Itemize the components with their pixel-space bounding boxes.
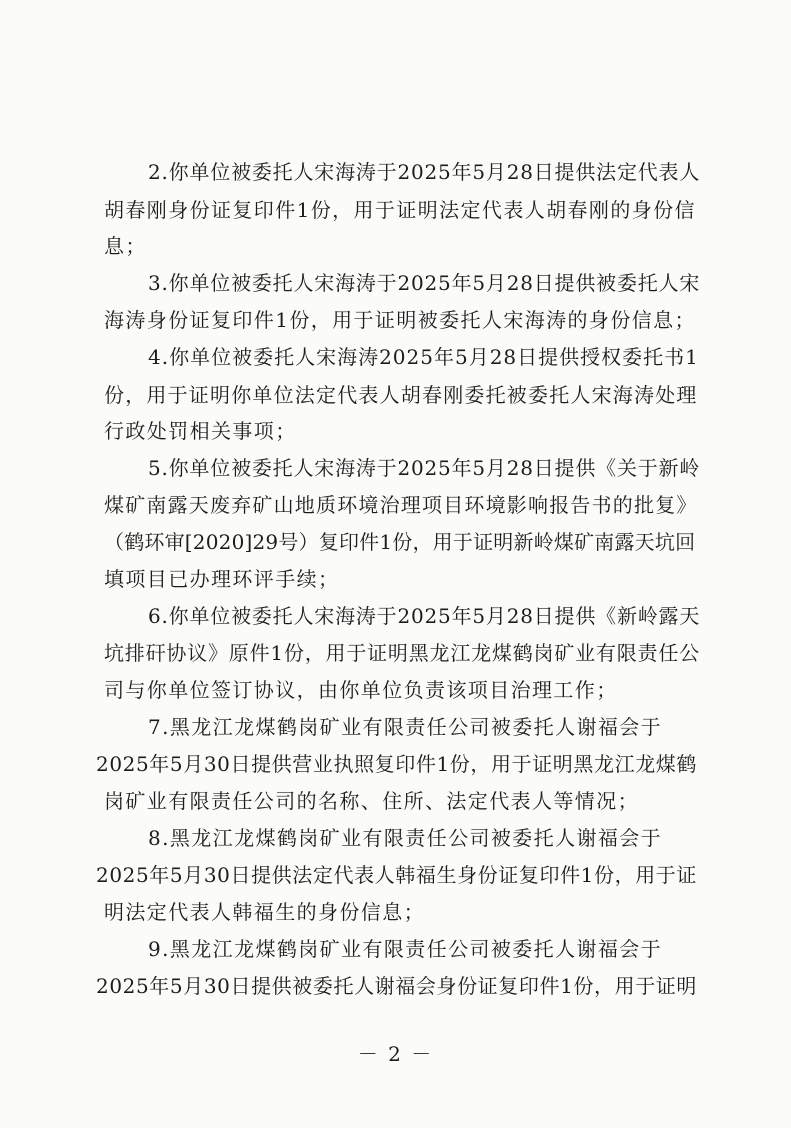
text-line: 息； bbox=[104, 234, 147, 258]
text-line: 胡春刚身份证复印件1份，用于证明法定代表人胡春刚的身份信 bbox=[104, 198, 696, 222]
text-line: 煤矿南露天废弃矿山地质环境治理项目环境影响报告书的批复》 bbox=[104, 493, 698, 517]
text-line: 4.你单位被委托人宋海涛2025年5月28日提供授权委托书1 bbox=[148, 345, 699, 369]
text-line: 8.黑龙江龙煤鹤岗矿业有限责任公司被委托人谢福会于 bbox=[148, 826, 663, 850]
page-number: － 2 － bbox=[357, 1042, 434, 1066]
text-line: 5.你单位被委托人宋海涛于2025年5月28日提供《关于新岭 bbox=[148, 456, 701, 480]
text-line: （鹤环审[2020]29号）复印件1份，用于证明新岭煤矿南露天坑回 bbox=[104, 530, 696, 554]
text-line: 份，用于证明你单位法定代表人胡春刚委托被委托人宋海涛处理 bbox=[104, 383, 698, 407]
text-line: 2025年5月30日提供营业执照复印件1份，用于证明黑龙江龙煤鹤 bbox=[96, 752, 697, 776]
text-line: 2.你单位被委托人宋海涛于2025年5月28日提供法定代表人 bbox=[148, 160, 701, 184]
text-line: 行政处罚相关事项； bbox=[104, 419, 297, 443]
text-line: 6.你单位被委托人宋海涛于2025年5月28日提供《新岭露天 bbox=[148, 604, 701, 628]
text-line: 海涛身份证复印件1份，用于证明被委托人宋海涛的身份信息； bbox=[104, 308, 696, 332]
text-line: 填项目已办理环评手续； bbox=[104, 567, 340, 591]
text-line: 9.黑龙江龙煤鹤岗矿业有限责任公司被委托人谢福会于 bbox=[148, 937, 663, 961]
text-line: 3.你单位被委托人宋海涛于2025年5月28日提供被委托人宋 bbox=[148, 271, 701, 295]
text-line: 明法定代表人韩福生的身份信息； bbox=[104, 900, 425, 924]
text-line: 岗矿业有限责任公司的名称、住所、法定代表人等情况； bbox=[104, 789, 639, 813]
text-line: 2025年5月30日提供被委托人谢福会身份证复印件1份，用于证明 bbox=[96, 974, 697, 998]
text-line: 2025年5月30日提供法定代表人韩福生身份证复印件1份，用于证 bbox=[96, 863, 697, 887]
text-line: 司与你单位签订协议，由你单位负责该项目治理工作； bbox=[104, 678, 618, 702]
text-line: 7.黑龙江龙煤鹤岗矿业有限责任公司被委托人谢福会于 bbox=[148, 715, 663, 739]
text-line: 坑排矸协议》原件1份，用于证明黑龙江龙煤鹤岗矿业有限责任公 bbox=[104, 641, 700, 665]
